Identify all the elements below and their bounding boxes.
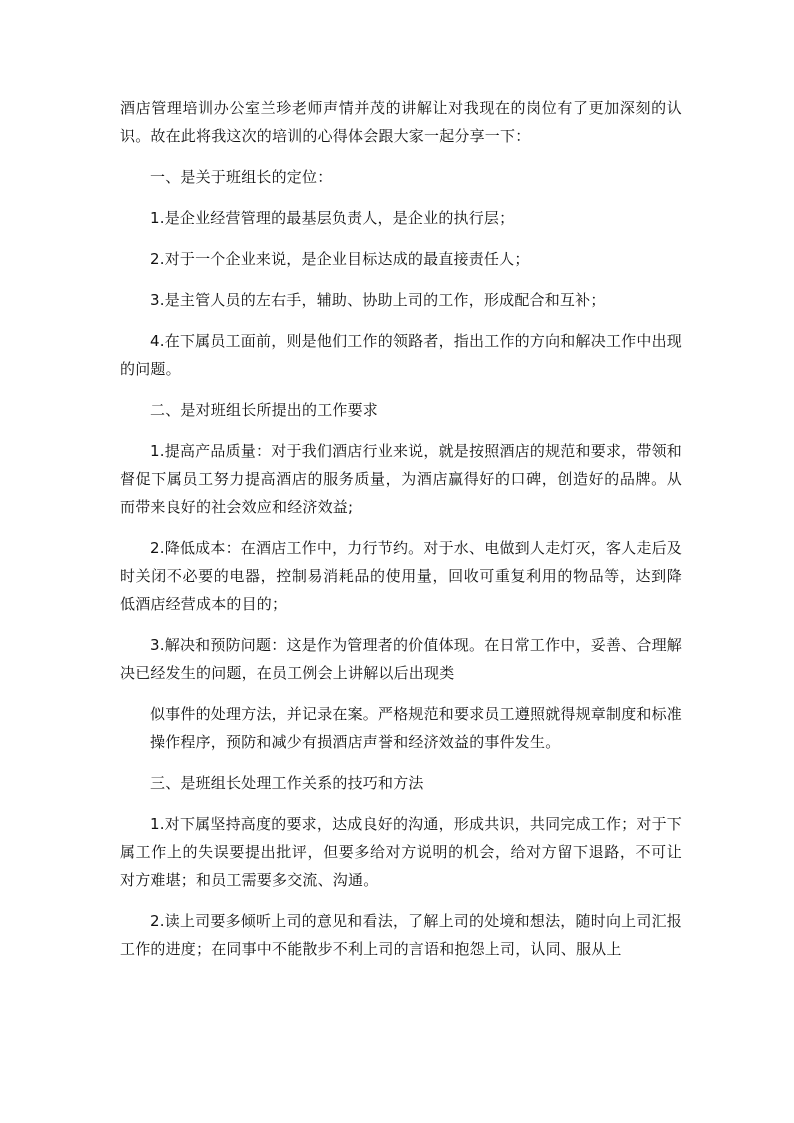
list-item: 2.读上司要多倾听上司的意见和看法，了解上司的处境和想法，随时向上司汇报工作的进度；在同事中不能散步不利上司的言语和抱怨上司，认同、服从上 xyxy=(120,912,682,958)
list-item: 1.提高产品质量：对于我们酒店行业来说，就是按照酒店的规范和要求，带领和督促下属员工努力提高酒店的服务质量，为酒店赢得好的口碑，创造好的品牌。从而带来良好的社会效应和经济效益; xyxy=(120,442,682,516)
list-item: 4.在下属员工面前，则是他们工作的领路者，指出工作的方向和解决工作中出现的问题。 xyxy=(120,332,682,378)
intro-paragraph: 酒店管理培训办公室兰珍老师声情并茂的讲解让对我现在的岗位有了更加深刻的认识。故在此将我这次的培训的心得体会跟大家一起分享一下： xyxy=(120,99,682,145)
list-item: 2.对于一个企业来说，是企业目标达成的最直接责任人； xyxy=(150,250,530,268)
section-heading-techniques: 三、是班组长处理工作关系的技巧和方法 xyxy=(150,774,424,792)
section-heading-requirements: 二、是对班组长所提出的工作要求 xyxy=(150,401,379,419)
list-item: 3.解决和预防问题：这是作为管理者的价值体现。在日常工作中，妥善、合理解决已经发生的问题，在员工例会上讲解以后出现类 xyxy=(120,636,682,682)
list-item: 1.对下属坚持高度的要求，达成良好的沟通，形成共识，共同完成工作；对于下属工作上的失误要提出批评，但要多给对方说明的机会，给对方留下退路，不可让对方难堪；和员工需要多交流、沟通。 xyxy=(120,815,682,889)
list-item: 3.是主管人员的左右手，辅助、协助上司的工作，形成配合和互补； xyxy=(150,291,606,309)
list-item: 1.是企业经营管理的最基层负责人，是企业的执行层； xyxy=(150,209,515,227)
section-heading-positioning: 一、是关于班组长的定位： xyxy=(150,168,333,186)
document-body xyxy=(120,94,682,963)
continuation-paragraph: 似事件的处理方法，并记录在案。严格规范和要求员工遵照就得规章制度和标准操作程序，预防和减少有损酒店声誉和经济效益的事件发生。 xyxy=(150,705,683,751)
list-item: 2.降低成本：在酒店工作中，力行节约。对于水、电做到人走灯灭，客人走后及时关闭不必要的电器，控制易消耗品的使用量，回收可重复利用的物品等，达到降低酒店经营成本的目的； xyxy=(120,539,682,613)
